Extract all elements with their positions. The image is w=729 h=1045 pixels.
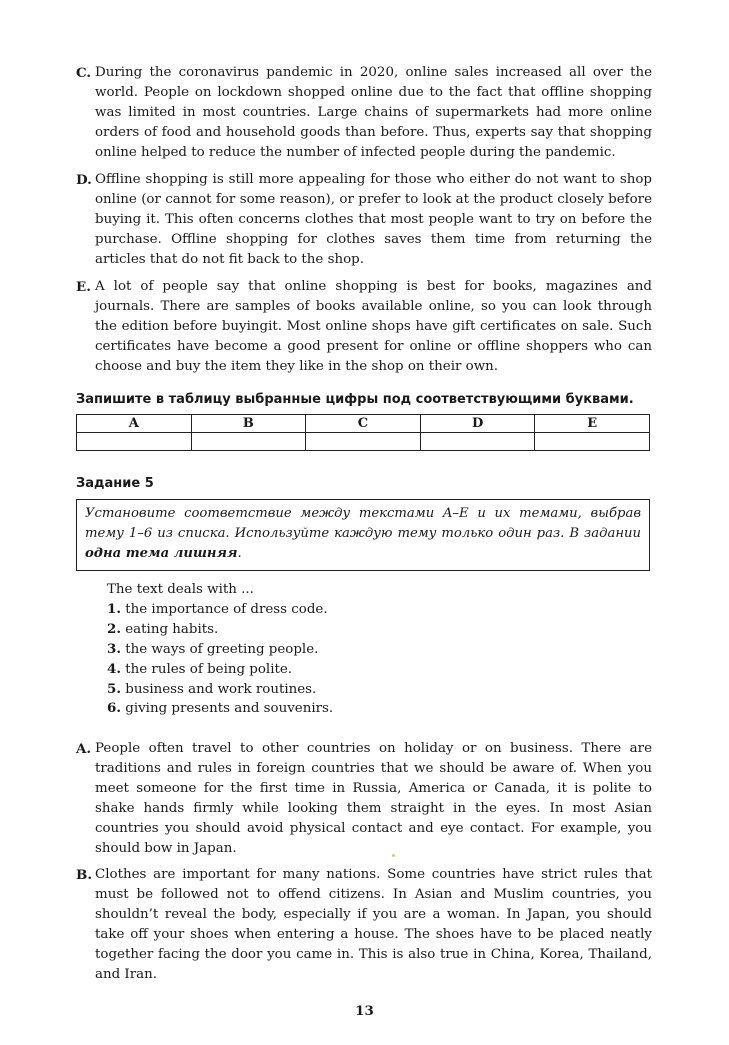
topic-item	[107, 660, 333, 680]
task-5-instruction-emphasis: одна тема лишняя	[85, 546, 238, 561]
topic-item	[107, 699, 333, 719]
answer-table-entry-row	[77, 433, 650, 451]
topic-text: the ways of greeting people.	[125, 641, 319, 657]
topic-item	[107, 600, 333, 620]
answer-table	[76, 414, 650, 451]
topic-text: giving presents and souvenirs.	[125, 701, 334, 717]
answer-cell-d[interactable]	[420, 433, 535, 451]
topic-text: the importance of dress code.	[125, 601, 328, 617]
text-b	[76, 865, 652, 985]
answer-cell-e[interactable]	[535, 433, 650, 451]
text-a	[76, 739, 652, 859]
table-instruction: Запишите в таблицу выбранные цифры под соответствующими буквами.	[76, 392, 634, 407]
text-d	[76, 170, 652, 270]
answer-cell-a[interactable]	[77, 433, 192, 451]
text-e	[76, 277, 652, 377]
task-5-instruction-box	[76, 499, 650, 571]
topic-text: the rules of being polite.	[125, 661, 293, 677]
topics-list-intro: The text deals with ...	[107, 582, 254, 597]
text-c-letter: C.	[76, 65, 92, 81]
answer-table-header-d: D	[420, 415, 535, 433]
text-e-letter: E.	[76, 279, 91, 295]
answer-table-header-e: E	[535, 415, 650, 433]
task-5-title: Задание 5	[76, 476, 154, 491]
topic-text: eating habits.	[125, 621, 219, 637]
topics-list	[107, 580, 333, 719]
task-5-instruction-end: .	[237, 546, 242, 561]
text-a-body: People often travel to other countries on holiday or on business. There are traditions and rules in foreign countries that we should be aware of. When you meet someone for the first time in Russia, America or Canada, it is polite to shake hands firmly while looking them straight in the eyes. In most Asian countries you should avoid physical contact and eye contact. For example, you should bow in Japan.	[95, 741, 652, 856]
topic-number: 1.	[107, 600, 121, 617]
paper-speck	[392, 854, 395, 857]
answer-table-header-a: A	[77, 415, 192, 433]
task-5-instruction-text: Установите соответствие между текстами A–E и их темами, выбрав тему 1–6 из списка. Используйте каждую тему только один раз. В задании	[85, 506, 641, 541]
answer-cell-c[interactable]	[306, 433, 421, 451]
topic-number: 3.	[107, 640, 121, 657]
answer-table-header-b: B	[191, 415, 306, 433]
text-c-body: During the coronavirus pandemic in 2020, online sales increased all over the world. People on lockdown shopped online due to the fact that offline shopping was limited in most countries. Large chains of supermarkets had more online orders of food and household goods than before. Thus, experts say that shopping online helped to reduce the number of infected people during the pandemic.	[95, 65, 652, 160]
topic-number: 6.	[107, 700, 121, 717]
topic-item	[107, 680, 333, 700]
topic-number: 4.	[107, 660, 121, 677]
topic-item	[107, 620, 333, 640]
text-b-letter: B.	[76, 867, 92, 883]
text-b-body: Clothes are important for many nations. Some countries have strict rules that must be followed not to offend citizens. In Asian and Muslim countries, you shouldn’t reveal the body, especially if you are a woman. In Japan, you should take off your shoes when entering a house. The shoes have to be placed neatly together facing the door you came in. This is also true in China, Korea, Thailand, and Iran.	[95, 867, 652, 982]
text-c	[76, 63, 652, 163]
topic-text: business and work routines.	[125, 681, 317, 697]
text-e-body: A lot of people say that online shopping is best for books, magazines and journals. There are samples of books available online, so you can look through the edition before buyingit. Most online shops have gift certificates on sale. Such certificates have become a good present for online or offline shoppers who can choose and buy the item they like in the shop on their own.	[95, 279, 652, 374]
text-a-letter: A.	[76, 741, 92, 757]
topic-item	[107, 640, 333, 660]
text-d-body: Offline shopping is still more appealing for those who either do not want to shop online (or cannot for some reason), or prefer to look at the product closely before buying it. This often concerns clothes that most people want to try on before the purchase. Offline shopping for clothes saves them time from returning the articles that do not fit back to the shop.	[95, 172, 652, 267]
answer-cell-b[interactable]	[191, 433, 306, 451]
text-d-letter: D.	[76, 172, 92, 188]
page-number: 13	[355, 1003, 374, 1019]
topic-number: 5.	[107, 680, 121, 697]
answer-table-header-c: C	[306, 415, 421, 433]
answer-table-header-row	[77, 415, 650, 433]
topic-number: 2.	[107, 620, 121, 637]
